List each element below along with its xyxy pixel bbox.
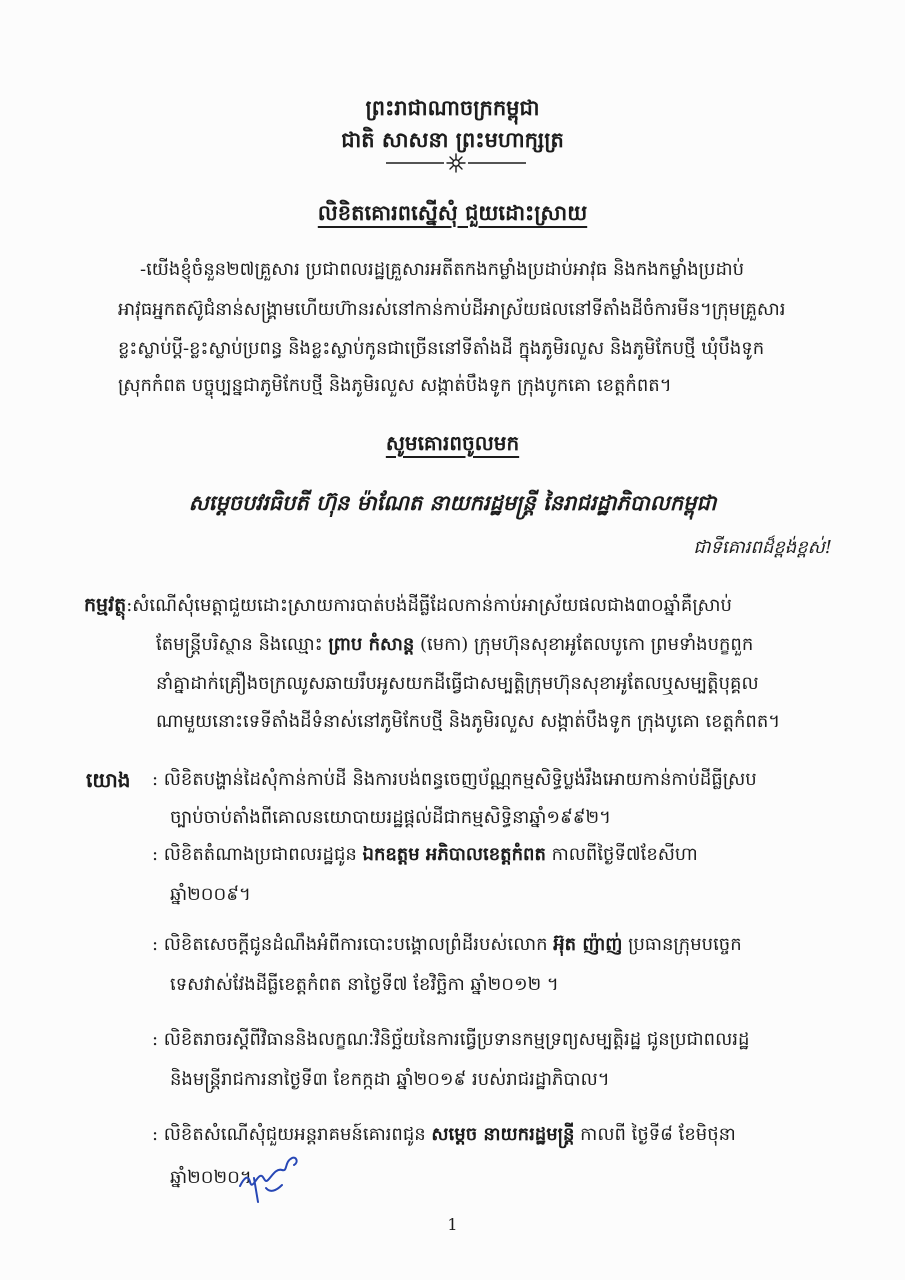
reference-line: ទេសវាស់វែងដីធ្លីខេត្តកំពត នាថ្ងៃទី៧ ខែវិច្ឆិកា ឆ្នាំ២០១២ ។ (170, 974, 559, 995)
reference-text: ប្រធានក្រុមបច្ចេក (622, 934, 742, 955)
subject-line (156, 627, 830, 663)
document-title (60, 195, 845, 231)
reference-official-name: អ៊ុត ញ៉ាញ់ (553, 934, 623, 955)
intro-line: ស្រុកកំពត បច្ចុប្បន្នជាភូមិកែបថ្មី និងភូមិរលួស សង្កាត់បឹងទូក ក្រុងបូកគោ ខេត្តកំពត។ (118, 375, 672, 396)
reference-official-name: ឯកឧត្តម អភិបាលខេត្តកំពត (362, 844, 546, 865)
recipient-line: សម្តេចបវរធិបតី ហ៊ុន ម៉ាណែត នាយករដ្ឋមន្ត្រី នៃរាជរដ្ឋាភិបាលកម្ពុជា (188, 490, 717, 515)
reference-line: ឆ្នាំ២០២០។ (170, 1167, 252, 1188)
salutation-heading (60, 425, 845, 461)
subject-line: ណាមួយនោះទេទីតាំងដីទំនាស់នៅភូមិកែបថ្មី និងភូមិរលួស សង្កាត់បឹងទូក ក្រុងបូគោ ខេត្តកំពត។ (156, 711, 781, 732)
kingdom-heading: ព្រះរាជាណាចក្រកម្ពុជា (365, 95, 540, 120)
reference-line (152, 927, 830, 963)
reference-line: និងមន្ត្រីរាជការនាថ្ងៃទី៣ ខែកក្កដា ឆ្នាំ២០១៩ របស់រាជរដ្ឋាភិបាល។ (170, 1069, 610, 1090)
subject-line (84, 587, 830, 623)
national-motto: ជាតិ សាសនា ព្រះមហាក្សត្រ (341, 127, 564, 152)
intro-line: អាវុធអ្នកតស៊ូជំនាន់សង្គ្រាមហើយហ៊ានរស់នៅកាន់កាប់ដីអាស្រ័យផលនៅទីតាំងដីចំការមីន។ក្រុមគ្រួសារ (118, 299, 786, 320)
honorific-line: ជាទីគោរពដ៏ខ្ពង់ខ្ពស់! (693, 537, 832, 558)
subject-text: (មេកា) ក្រុមហ៊ុនសុខាអូតែលបូកោ ព្រមទាំងបក្ខពួក (414, 634, 754, 655)
page-number: 1 (447, 1215, 458, 1234)
subject-line: នាំគ្នាដាក់គ្រឿងចក្រឈូសឆាយរឹបអូសយកដីធ្វើជាសម្បត្តិក្រុមហ៊ុនសុខាអូតែលឬសម្បត្តិបុគ្គល (156, 673, 759, 694)
reference-text: កាលពី ថ្ងៃទី៨ ខែមិថុនា (574, 1124, 736, 1145)
salutation-heading-text: សូមគោរពចូលមក (385, 431, 520, 455)
reference-official-name: សម្តេច នាយករដ្ឋមន្ត្រី (431, 1124, 575, 1145)
reference-text: : លិខិតសេចក្តីជូនដំណឹងអំពីការបោះបង្គោលព្រំដីរបស់លោក (152, 934, 554, 955)
reference-line: : លិខិតបង្ហាន់ដៃសុំកាន់កាប់ដី និងការបង់ពន្ធចេញប័ណ្ណកម្មសិទ្ធិប្លង់រឹងអោយកាន់កាប់ដីធ្លីស្រប (152, 769, 757, 790)
references-label: យោង (86, 768, 131, 792)
intro-line: -យើងខ្ញុំចំនួន២៧គ្រួសារ ប្រជាពលរដ្ឋគ្រួសារអតីតកងកម្លាំងប្រដាប់អាវុធ និងកងកម្លាំងប្រដាប់ (140, 259, 745, 280)
reference-line: : លិខិតរាចរស្តីពីវិធាននិងលក្ខណៈវិនិច្ឆ័យនៃការធ្វើប្រទានកម្មទ្រព្យសម្បត្តិរដ្ឋ ជូនប្រជាពលរដ្ឋ (152, 1029, 750, 1050)
reference-text: : លិខិតសំណើសុំជួយអន្តរាគមន៍គោរពជូន (152, 1124, 432, 1145)
reference-line: ឆ្នាំ២០០៩។ (170, 884, 251, 905)
intro-line: ខ្លះស្លាប់ប្តី-ខ្លះស្លាប់ប្រពន្ធ និងខ្លះស្លាប់កូនជាច្រើននៅទីតាំងដី ក្នុងភូមិរលួស និងភូមិកែបថ្មី ឃុំបឹងទូក (118, 338, 765, 359)
reference-line: ច្បាប់ចាប់តាំងពីគោលនយោបាយរដ្ឋផ្តល់ដីជាកម្មសិទ្ធិនាឆ្នាំ១៩៩២។ (170, 807, 612, 828)
subject-person-name: ព្រាប កំសាន្ត (328, 634, 415, 655)
reference-line (152, 837, 830, 873)
document-title-text: លិខិតគោរពស្នើសុំ ជួយដោះស្រាយ (317, 200, 588, 225)
ornament-divider-icon (386, 152, 526, 174)
signature-scribble-icon (236, 1148, 306, 1208)
reference-text: : លិខិតតំណាងប្រជាពលរដ្ឋជូន (152, 844, 363, 865)
subject-text: :សំណើសុំមេត្តាជួយដោះស្រាយការបាត់បង់ដីធ្លីដែលកាន់កាប់អាស្រ័យផលជាង៣០ឆ្នាំគឺស្រាប់ (126, 595, 732, 616)
subject-text: តែមន្ត្រីបរិស្ថាន និងឈ្មោះ (156, 634, 329, 655)
subject-label: កម្មវត្ថុ (84, 594, 127, 616)
reference-text: កាលពីថ្ងៃទី៧ខែសីហា (545, 844, 698, 865)
